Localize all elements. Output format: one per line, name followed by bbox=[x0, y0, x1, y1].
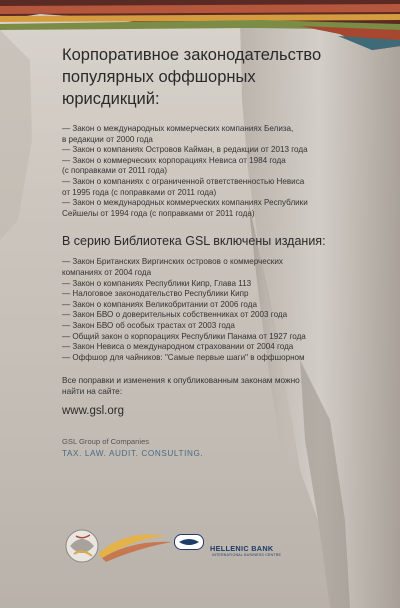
list-item: — Закон о коммерческих корпорациях Невиса от 1984 года bbox=[62, 155, 286, 165]
list-item: — Закон о компаниях Республики Кипр, Глава 113 bbox=[62, 278, 252, 288]
series-list bbox=[62, 257, 362, 363]
bank-name: HELLENIC BANK bbox=[210, 544, 274, 553]
list-item: — Закон БВО о доверительных собственниках от 2003 года bbox=[62, 310, 288, 320]
list-item: — Закон Невиса о международном страховании от 2004 года bbox=[62, 342, 294, 352]
list-item: компаниях от 2004 года bbox=[62, 267, 152, 277]
list-item: — Общий закон о корпорациях Республики Панама от 1927 года bbox=[62, 331, 306, 341]
company-name: GSL Group of Companies bbox=[62, 437, 150, 447]
list-item: — Закон БВО об особых трастах от 2003 года bbox=[62, 320, 235, 330]
list-item: — Закон Британских Виргинских островов о коммерческих bbox=[62, 257, 283, 267]
heading-line: Корпоративное законодательство bbox=[62, 46, 322, 64]
list-item: (с поправками от 2011 года) bbox=[62, 166, 168, 176]
list-item: от 1995 года (с поправками от 2011 года) bbox=[62, 187, 217, 197]
list-item: — Оффшор для чайников: "Самые первые шаги" в оффшорном bbox=[62, 352, 305, 362]
list-item: — Закон о компаниях Островов Кайман, в редакции от 2013 года bbox=[62, 145, 308, 155]
main-heading bbox=[62, 44, 362, 110]
jurisdiction-laws-list bbox=[62, 124, 362, 219]
note-line: Все поправки и изменения к опубликованным законам можно bbox=[62, 375, 300, 386]
website-link[interactable]: www.gsl.org bbox=[62, 405, 124, 418]
content-area bbox=[62, 44, 362, 458]
list-item: — Закон о международных коммерческих компаниях Белиза, bbox=[62, 124, 294, 133]
heading-line: популярных оффшорных bbox=[62, 68, 256, 86]
list-item: в редакции от 2000 года bbox=[62, 134, 153, 144]
list-item: Сейшелы от 1994 года (с поправками от 2011 года) bbox=[62, 208, 255, 218]
list-item: — Закон о компаниях с ограниченной ответственностью Невиса bbox=[62, 176, 305, 186]
note-line: найти на сайте: bbox=[62, 386, 123, 397]
updates-note bbox=[62, 375, 362, 397]
list-item: — Закон о компаниях Великобритании от 2006 года bbox=[62, 299, 257, 309]
heading-line: юрисдикций: bbox=[62, 90, 160, 108]
swoosh-logo-icon bbox=[96, 524, 176, 564]
list-item: — Закон о международных коммерческих компаниях Республики bbox=[62, 198, 308, 208]
company-tagline: TAX. LAW. AUDIT. CONSULTING. bbox=[62, 449, 204, 459]
series-title: В серию Библиотека GSL включены издания: bbox=[62, 234, 326, 249]
logos-row bbox=[62, 522, 312, 566]
list-item: — Налоговое законодательство Республики Кипр bbox=[62, 289, 249, 299]
hellenic-bank-emblem-icon bbox=[174, 534, 204, 550]
bank-subtitle: INTERNATIONAL BUSINESS CENTRE bbox=[212, 553, 282, 557]
